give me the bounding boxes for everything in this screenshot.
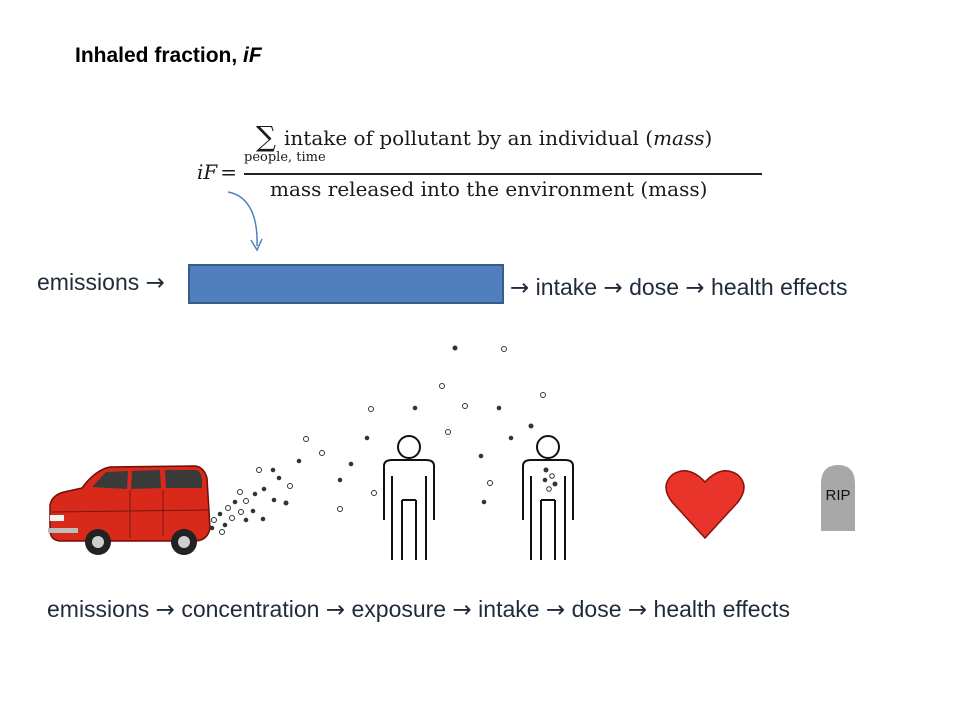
person-icon (523, 436, 573, 560)
sum-subscript: people, time (244, 150, 326, 165)
arrow-icon: → (155, 597, 175, 623)
equation-lhs-f: F (203, 160, 218, 184)
title-text: Inhaled fraction, (75, 44, 244, 67)
concentration-exposure-box (188, 264, 504, 304)
tombstone-label: RIP (825, 487, 851, 504)
car-icon (48, 466, 210, 555)
top-step-intake: intake (535, 274, 598, 300)
arrow-icon: → (452, 597, 472, 623)
bottom-step-health-effects: health effects (653, 596, 790, 622)
fraction-bar (244, 173, 762, 175)
top-step-health-effects: health effects (711, 274, 848, 300)
equation-equals: = (220, 160, 238, 184)
top-chain-emissions (37, 269, 165, 296)
equation-lhs-i: i (197, 160, 204, 184)
equation-denominator: mass released into the environment (mass) (270, 177, 708, 201)
numerator-close: ) (704, 126, 713, 150)
arrow-icon: → (627, 597, 648, 623)
pathway-illustration (0, 330, 960, 570)
heart-icon (666, 471, 744, 538)
bottom-chain (47, 596, 790, 623)
arrow-icon: → (510, 275, 530, 301)
inhaled-particles (543, 468, 557, 491)
pollutant-particles (210, 346, 545, 535)
arrow-icon: → (685, 275, 705, 301)
sigma-symbol: ∑ (256, 120, 276, 153)
bottom-step-emissions: emissions (47, 596, 150, 622)
top-step-dose: dose (629, 274, 679, 300)
bottom-step-concentration: concentration (181, 596, 320, 622)
arrow-icon: → (325, 597, 346, 623)
pointer-arrow (220, 188, 280, 258)
top-emissions-label: emissions (37, 269, 140, 295)
bottom-step-exposure: exposure (351, 596, 447, 622)
inhaled-fraction-equation (0, 0, 960, 230)
title-symbol: iF (243, 44, 262, 67)
numerator-unit: mass (653, 126, 705, 150)
arrow-icon: → (545, 597, 566, 623)
arrow-icon: → (145, 270, 165, 296)
equation-numerator (284, 126, 712, 150)
person-icon (384, 436, 434, 560)
equation-lhs (197, 160, 237, 184)
top-chain-rest (510, 274, 847, 301)
numerator-text: intake of pollutant by an individual ( (284, 126, 654, 150)
bottom-step-intake: intake (478, 596, 540, 622)
bottom-step-dose: dose (571, 596, 622, 622)
tombstone-icon (821, 465, 855, 531)
arrow-icon: → (603, 275, 623, 301)
